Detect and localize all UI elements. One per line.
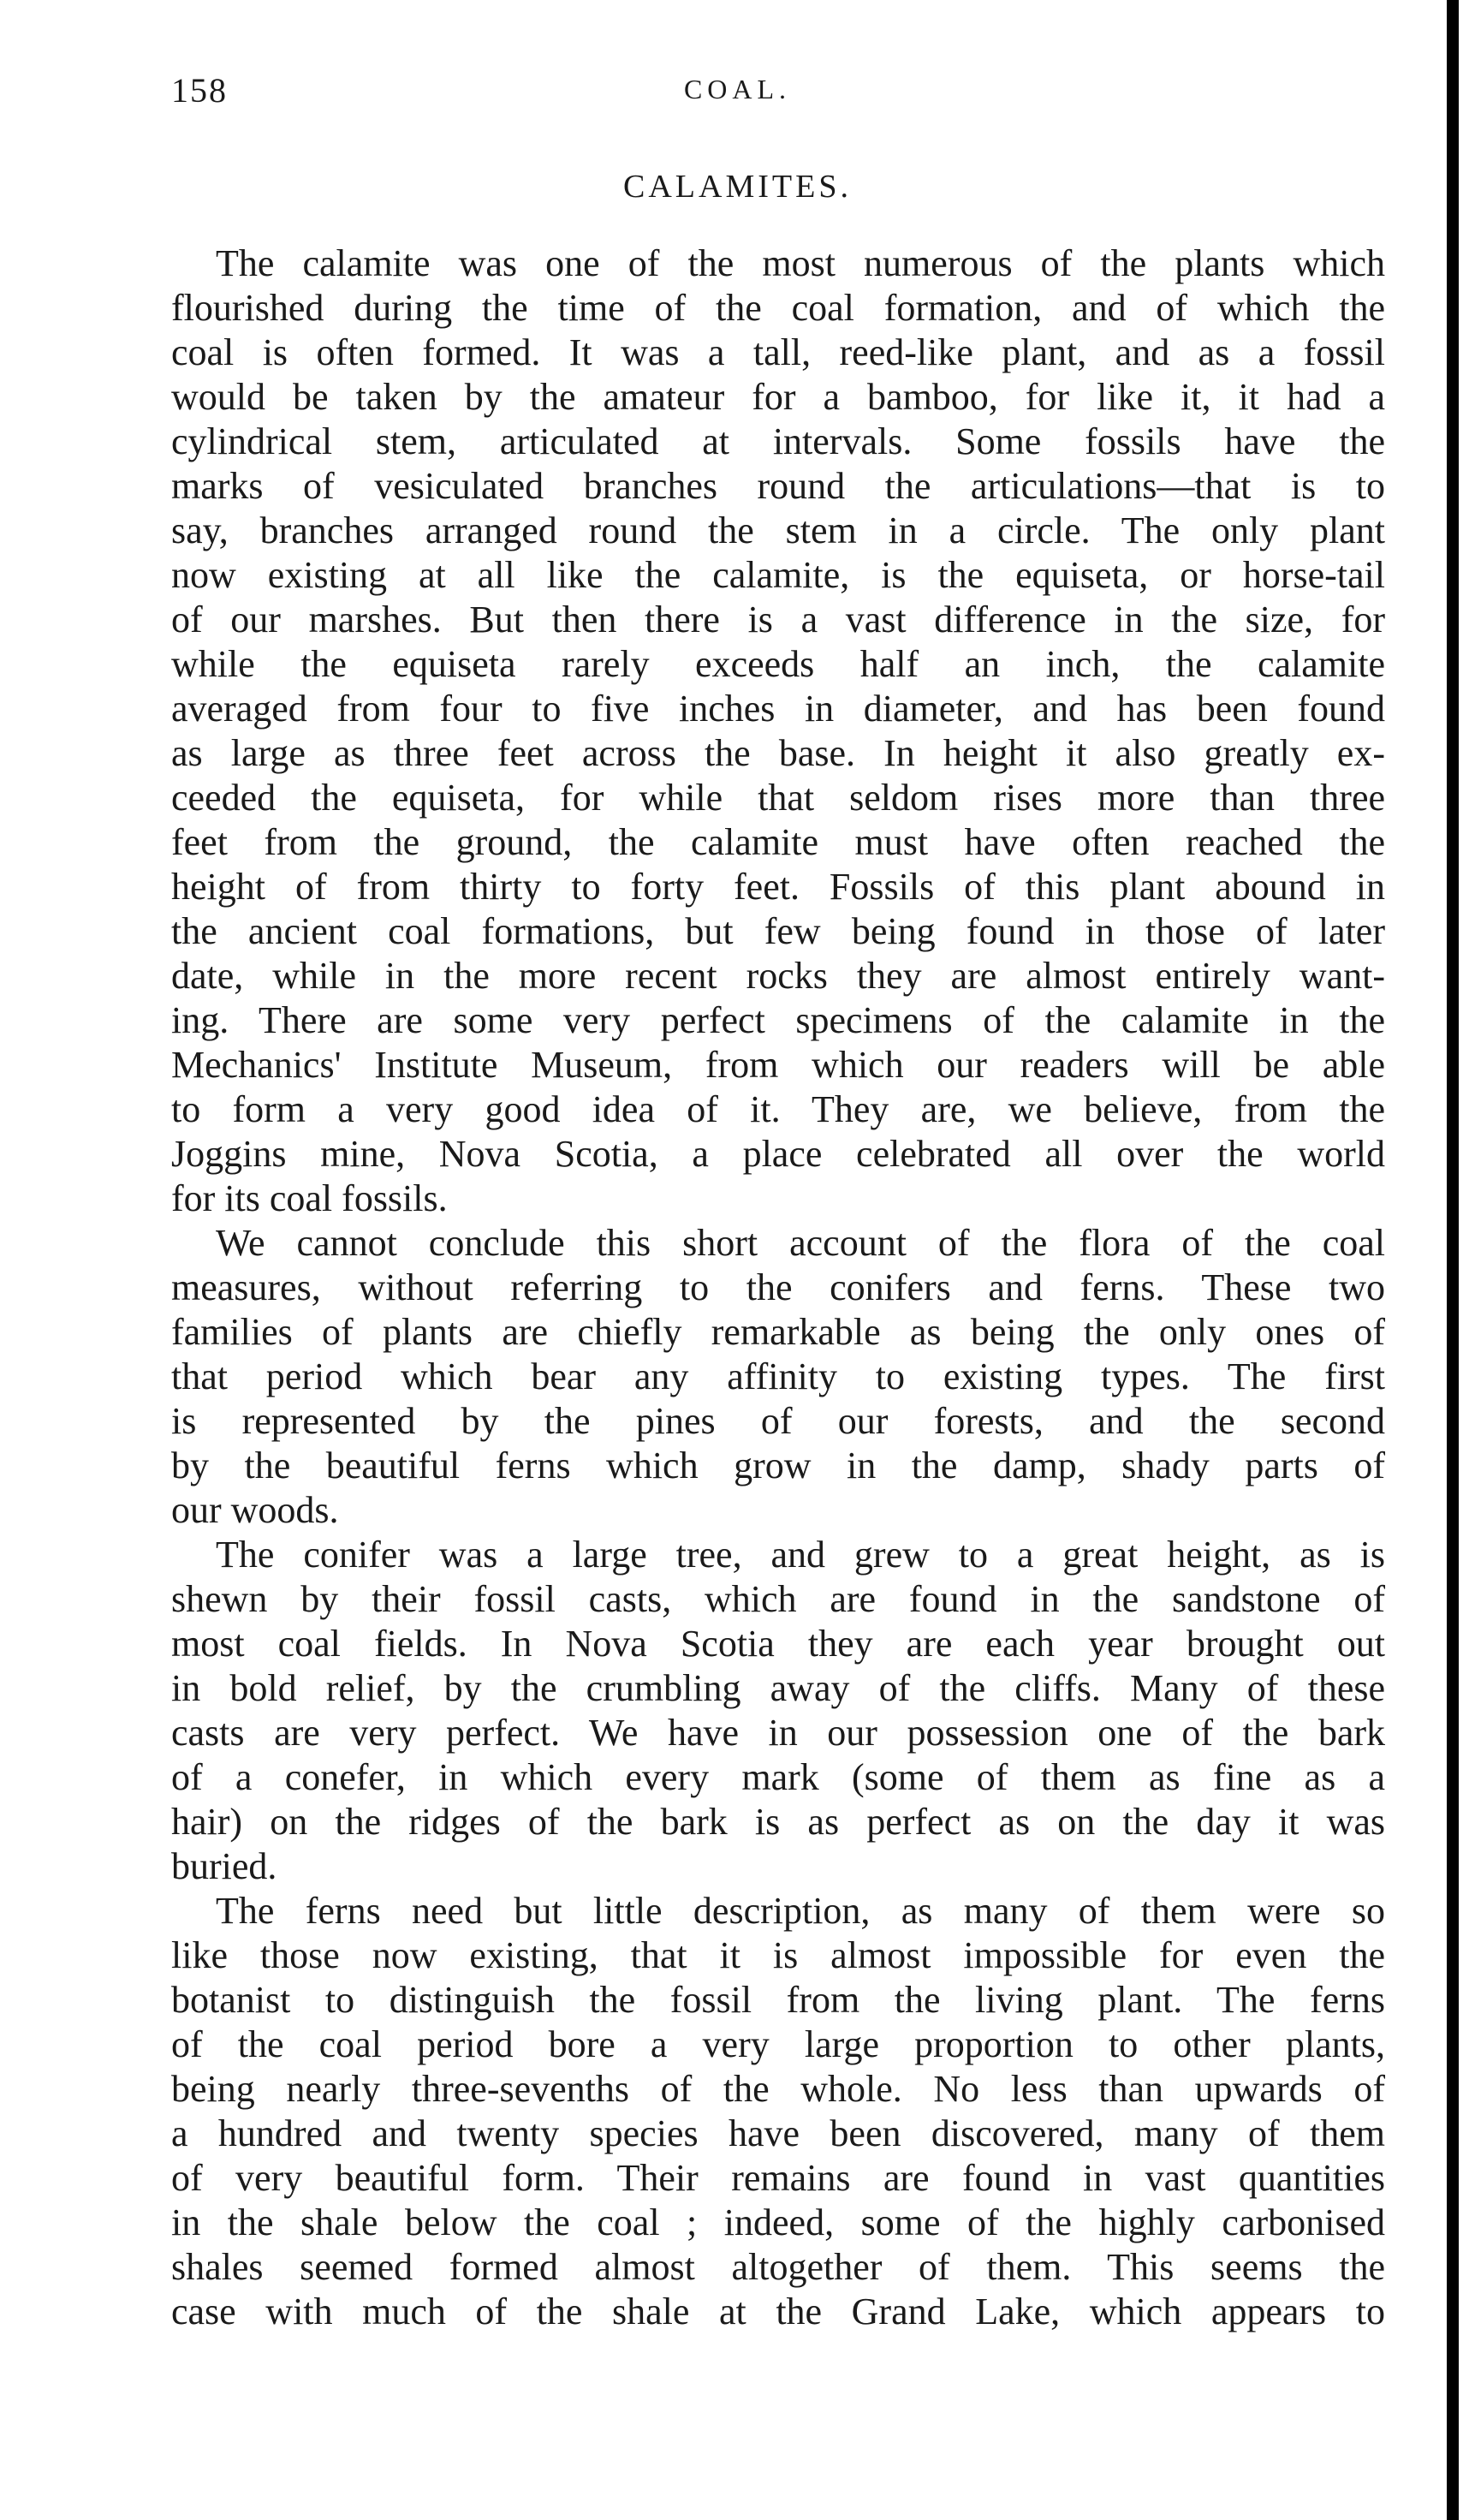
text-line: of our marshes. But then there is a vast difference in the size, for	[171, 599, 1385, 640]
text-line: feet from the ground, the calamite must have often reached the	[171, 821, 1385, 863]
text-line: now existing at all like the calamite, is the equiseta, or horse-tail	[171, 554, 1385, 596]
text-line: as large as three feet across the base. In height it also greatly ex-	[171, 732, 1385, 774]
text-line: ceeded the equiseta, for while that seldom rises more than three	[171, 777, 1385, 819]
section-title: CALAMITES.	[623, 169, 852, 205]
text-line: shewn by their fossil casts, which are found in the sandstone of	[171, 1578, 1385, 1620]
text-line: ing. There are some very perfect specimens of the calamite in the	[171, 999, 1385, 1041]
text-line: Mechanics' Institute Museum, from which our readers will be able	[171, 1044, 1385, 1086]
text-line: the ancient coal formations, but few being found in those of later	[171, 910, 1385, 952]
page-number: 158	[171, 71, 228, 110]
text-line: in the shale below the coal ; indeed, some of the highly carbonised	[171, 2201, 1385, 2243]
text-line: of a conefer, in which every mark (some of them as fine as a	[171, 1756, 1385, 1798]
text-line: for its coal fossils.	[171, 1177, 448, 1219]
text-line: averaged from four to five inches in diameter, and has been found	[171, 688, 1385, 730]
text-line: that period which bear any affinity to existing types. The first	[171, 1355, 1385, 1397]
text-line: of the coal period bore a very large proportion to other plants,	[171, 2023, 1385, 2065]
text-line: our woods.	[171, 1489, 339, 1531]
text-line: in bold relief, by the crumbling away of the cliffs. Many of these	[171, 1667, 1385, 1709]
scan-edge-rule	[1447, 0, 1459, 2520]
text-line: of very beautiful form. Their remains are found in vast quantities	[171, 2157, 1385, 2199]
text-line: casts are very perfect. We have in our possession one of the bark	[171, 1712, 1385, 1754]
text-line: families of plants are chiefly remarkable as being the only ones of	[171, 1311, 1385, 1353]
text-line: would be taken by the amateur for a bamboo, for like it, it had a	[171, 376, 1385, 418]
text-line: shales seemed formed almost altogether of them. This seems the	[171, 2246, 1385, 2288]
text-line: We cannot conclude this short account of the flora of the coal	[216, 1222, 1385, 1264]
text-line: to form a very good idea of it. They are, we believe, from the	[171, 1088, 1385, 1130]
text-line: by the beautiful ferns which grow in the damp, shady parts of	[171, 1445, 1385, 1486]
text-line: The ferns need but little description, as many of them were so	[216, 1890, 1385, 1932]
text-line: like those now existing, that it is almost impossible for even the	[171, 1934, 1385, 1976]
text-line: a hundred and twenty species have been discovered, many of them	[171, 2112, 1385, 2154]
text-line: most coal fields. In Nova Scotia they are each year brought out	[171, 1623, 1385, 1665]
running-head: COAL.	[683, 74, 792, 104]
text-line: being nearly three-sevenths of the whole. No less than upwards of	[171, 2068, 1385, 2110]
text-line: The calamite was one of the most numerous of the plants which	[216, 242, 1385, 284]
text-line: is represented by the pines of our forests, and the second	[171, 1400, 1385, 1442]
text-line: height of from thirty to forty feet. Fossils of this plant abound in	[171, 866, 1385, 908]
text-line: while the equiseta rarely exceeds half an inch, the calamite	[171, 643, 1385, 685]
text-line: Joggins mine, Nova Scotia, a place celebrated all over the world	[171, 1133, 1385, 1175]
text-line: The conifer was a large tree, and grew to a great height, as is	[216, 1534, 1385, 1576]
text-line: coal is often formed. It was a tall, reed-like plant, and as a fossil	[171, 331, 1385, 373]
text-line: marks of vesiculated branches round the articulations—that is to	[171, 465, 1385, 507]
text-line: measures, without referring to the conifers and ferns. These two	[171, 1266, 1385, 1308]
text-line: say, branches arranged round the stem in a circle. The only plant	[171, 509, 1385, 551]
text-line: hair) on the ridges of the bark is as perfect as on the day it was	[171, 1801, 1385, 1843]
text-line: flourished during the time of the coal formation, and of which the	[171, 287, 1385, 329]
text-line: buried.	[171, 1845, 277, 1887]
text-line: case with much of the shale at the Grand Lake, which appears to	[171, 2291, 1385, 2332]
body-text	[171, 241, 1385, 2334]
text-line: cylindrical stem, articulated at intervals. Some fossils have the	[171, 420, 1385, 462]
text-line: botanist to distinguish the fossil from the living plant. The ferns	[171, 1979, 1385, 2021]
text-line: date, while in the more recent rocks they are almost entirely want-	[171, 955, 1385, 997]
